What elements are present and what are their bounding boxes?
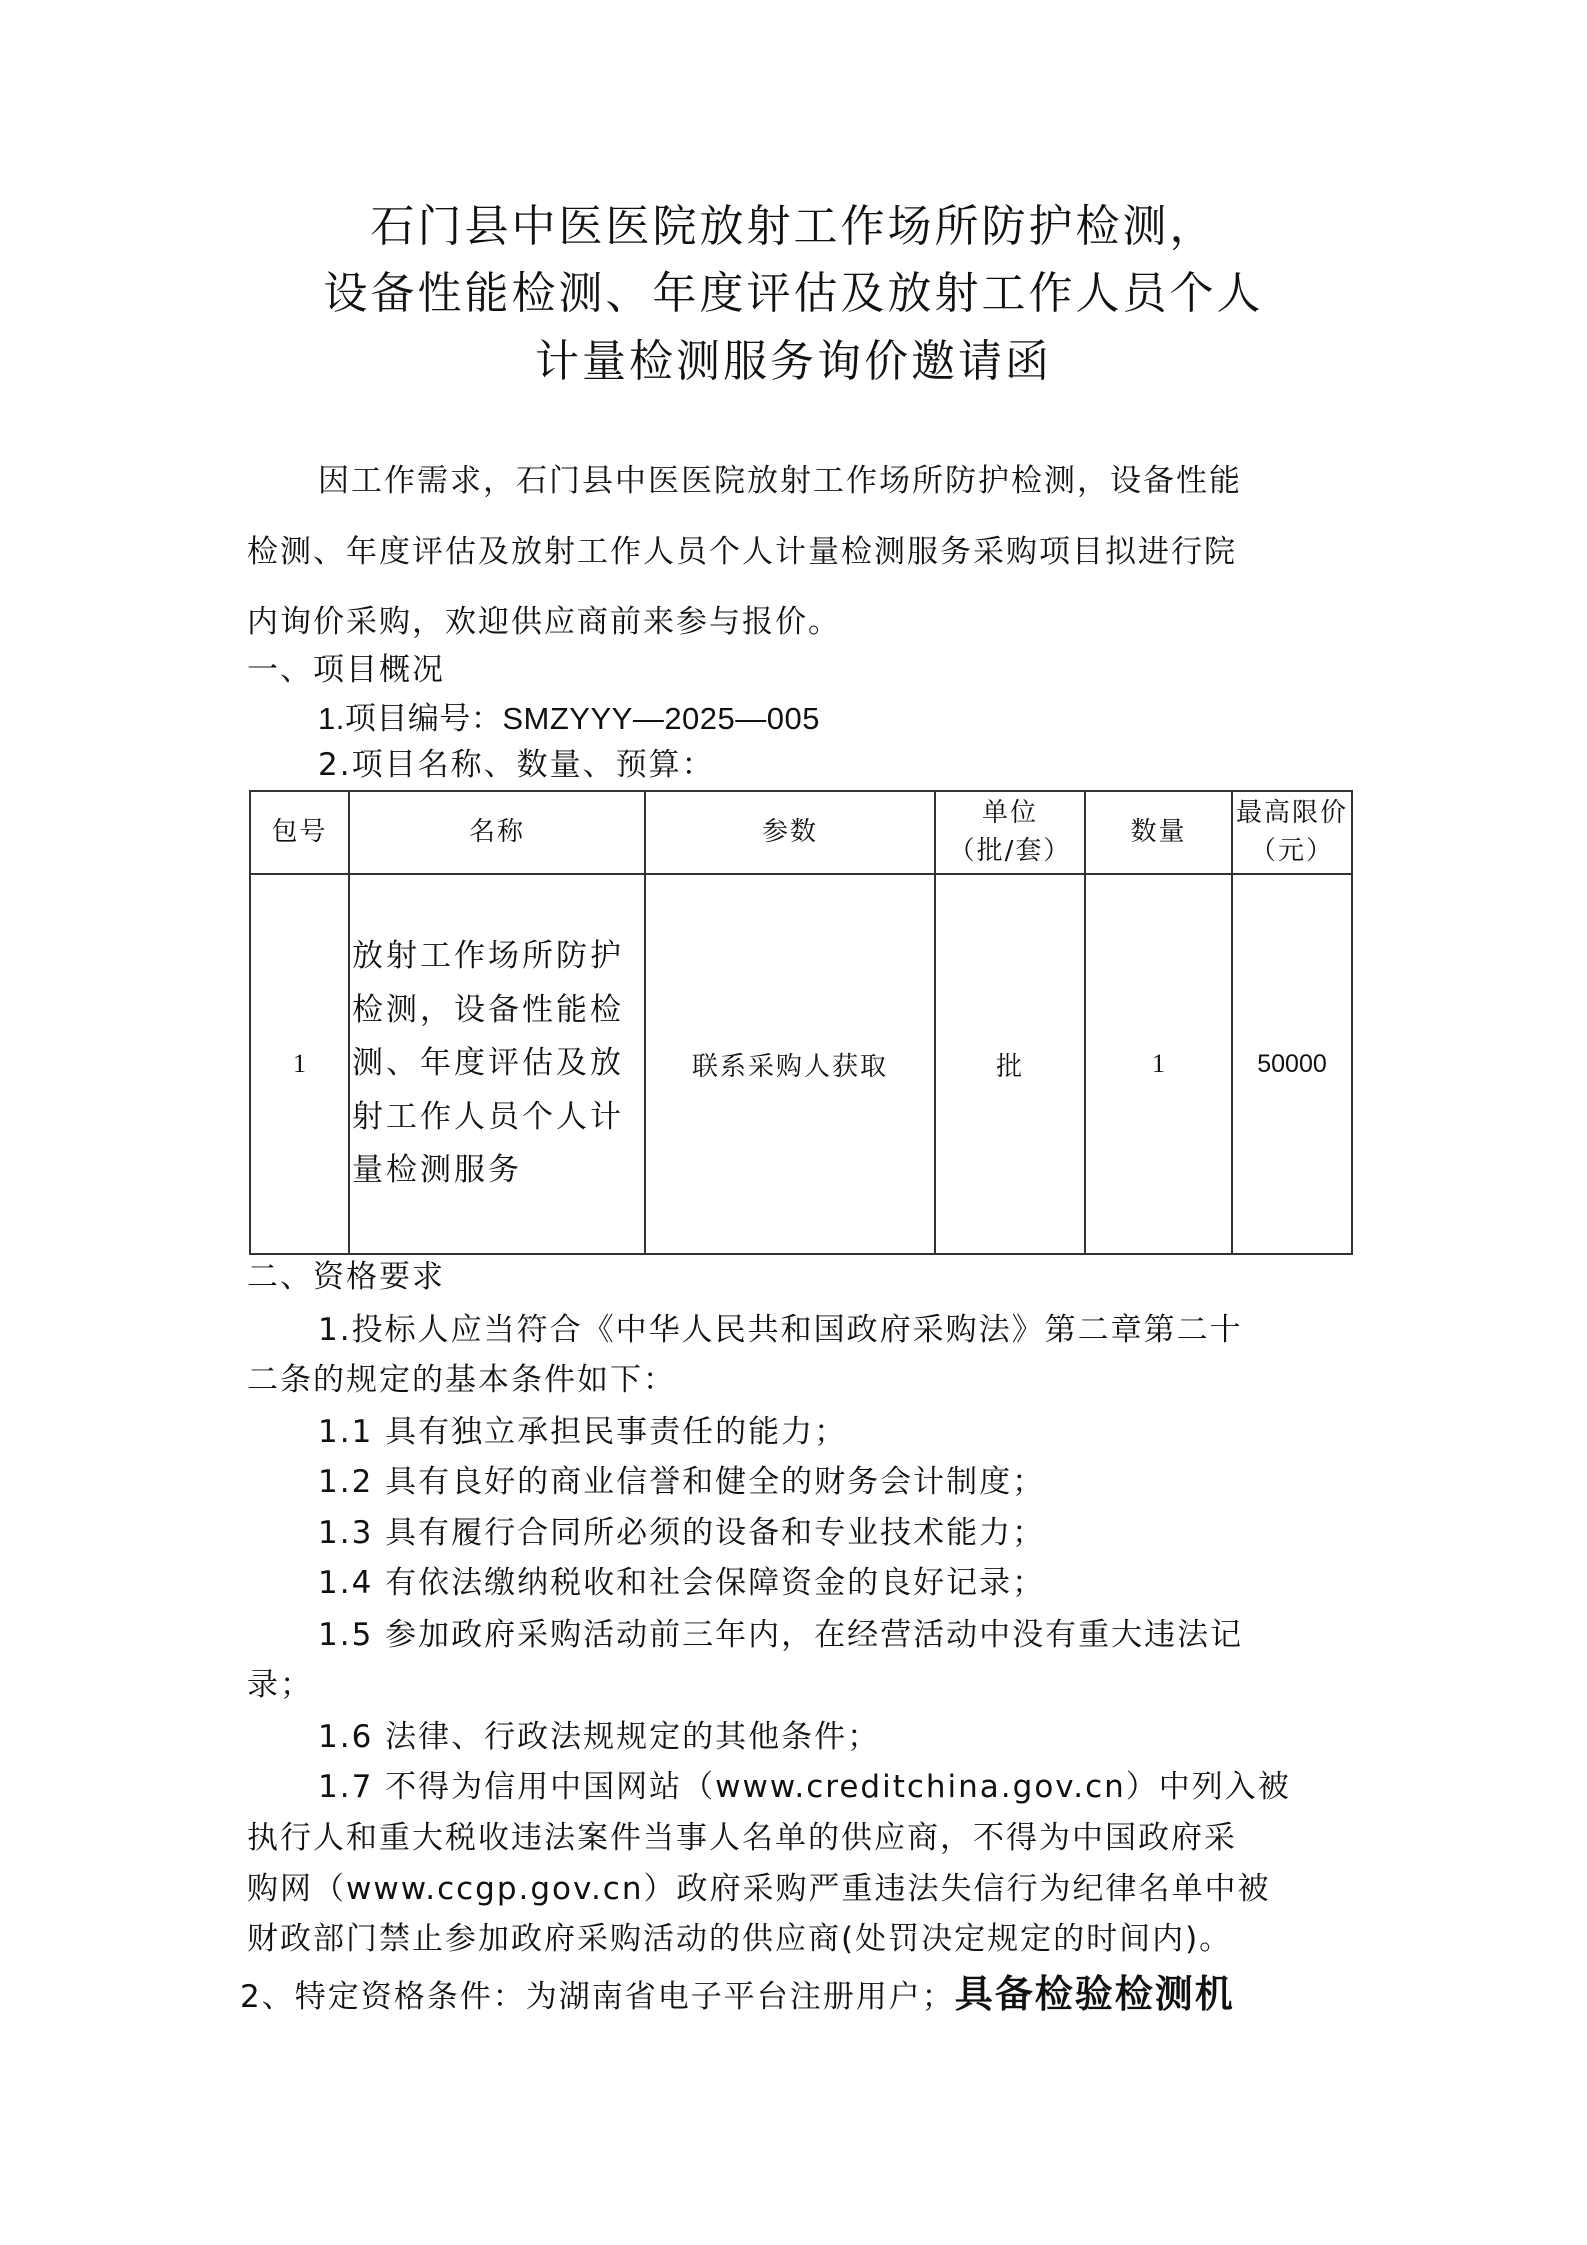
header-unit — [935, 791, 1085, 874]
intro-line-1: 因工作需求，石门县中医医院放射工作场所防护检测，设备性能 — [318, 463, 1242, 499]
requirement-2 — [240, 1972, 1235, 2016]
header-unit-line-2: （批/套） — [948, 835, 1072, 866]
cell-max-price: 50000 — [1232, 874, 1352, 1254]
project-number: 1.项目编号：SMZYYY—2025—005 — [318, 701, 821, 736]
cell-quantity: 1 — [1085, 874, 1232, 1254]
requirement-1-5-line-1: 1.5 参加政府采购活动前三年内，在经营活动中没有重大违法记 — [318, 1617, 1244, 1653]
document-title-line-2: 设备性能检测、年度评估及放射工作人员个人 — [323, 268, 1264, 319]
requirement-1-6: 1.6 法律、行政法规规定的其他条件； — [318, 1719, 881, 1755]
requirement-1-7-line-4: 财政部门禁止参加政府采购活动的供应商(处罚决定规定的时间内)。 — [247, 1921, 1233, 1957]
cell-params: 联系采购人获取 — [645, 874, 935, 1254]
document-title-line-1: 石门县中医医院放射工作场所防护检测， — [370, 201, 1217, 252]
intro-line-2: 检测、年度评估及放射工作人员个人计量检测服务采购项目拟进行院 — [247, 534, 1237, 570]
requirement-1-5-line-2: 录； — [247, 1667, 313, 1703]
header-max-price-line-2: （元） — [1249, 835, 1334, 866]
header-unit-line-1: 单位 — [981, 797, 1038, 828]
requirement-1-2: 1.2 具有良好的商业信誉和健全的财务会计制度； — [318, 1464, 1046, 1500]
requirement-2-bold-tail: 具备检验检测机 — [954, 1972, 1235, 2016]
header-params: 参数 — [645, 791, 935, 874]
requirement-1-7-line-3: 购网（www.ccgp.gov.cn）政府采购严重违法失信行为纪律名单中被 — [247, 1871, 1271, 1907]
requirement-1-4: 1.4 有依法缴纳税收和社会保障资金的良好记录； — [318, 1565, 1046, 1601]
requirement-1-line-1: 1.投标人应当符合《中华人民共和国政府采购法》第二章第二十 — [318, 1312, 1243, 1348]
cell-unit: 批 — [935, 874, 1085, 1254]
header-name: 名称 — [349, 791, 645, 874]
procurement-items-table — [249, 790, 1353, 1255]
header-max-price-line-1: 最高限价 — [1235, 797, 1348, 828]
requirement-1-1: 1.1 具有独立承担民事责任的能力； — [318, 1414, 848, 1450]
header-package: 包号 — [250, 791, 349, 874]
table-row — [250, 874, 1352, 1254]
requirement-1-7-line-2: 执行人和重大税收违法案件当事人名单的供应商，不得为中国政府采 — [247, 1820, 1237, 1856]
requirement-2-prefix: 2、特定资格条件：为湖南省电子平台注册用户； — [240, 1979, 955, 2015]
table-header-row — [250, 791, 1352, 874]
section-heading-qualifications: 二、资格要求 — [247, 1259, 445, 1295]
requirement-1-line-2: 二条的规定的基本条件如下： — [247, 1362, 676, 1398]
header-max-price — [1232, 791, 1352, 874]
requirement-1-7-line-1: 1.7 不得为信用中国网站（www.creditchina.gov.cn）中列入被 — [318, 1769, 1291, 1805]
requirement-1-3: 1.3 具有履行合同所必须的设备和专业技术能力； — [318, 1515, 1046, 1551]
intro-line-3: 内询价采购，欢迎供应商前来参与报价。 — [247, 604, 841, 640]
document-title-line-3: 计量检测服务询价邀请函 — [535, 336, 1052, 387]
header-quantity: 数量 — [1085, 791, 1232, 874]
cell-package: 1 — [250, 874, 349, 1254]
project-name-quantity-budget-label: 2.项目名称、数量、预算： — [318, 747, 715, 783]
section-heading-overview: 一、项目概况 — [247, 652, 445, 688]
cell-name: 放射工作场所防护检测，设备性能检测、年度评估及放射工作人员个人计量检测服务 — [349, 874, 645, 1254]
